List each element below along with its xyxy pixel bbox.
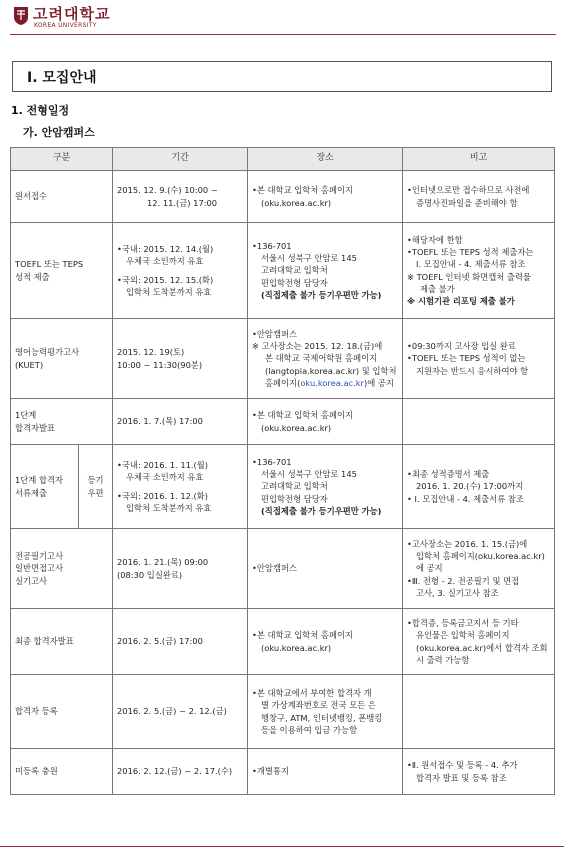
row-category: 1단계 합격자발표 — [11, 399, 113, 445]
row-place: •본 대학교에서 부여한 합격자 개 별 가상계좌번호로 전국 모든 은 행창구, ATM, 인터넷뱅킹, 폰뱅킹 등을 이용하여 입금 가능함 — [248, 675, 403, 749]
row-period: •국내: 2016. 1. 11.(월) 우체국 소인까지 유효 •국외: 2016. 1. 12.(화) 입학처 도착분까지 유효 — [113, 445, 248, 529]
row-note: •Ⅱ. 원서접수 및 등록 - 4. 추가 합격자 발표 및 등록 참조 — [403, 749, 555, 795]
row-note: •합격증, 등록금고지서 등 기타 유인물은 입학처 홈페이지 (oku.korea.ac.kr)에서 합격자 조회 시 출력 가능함 — [403, 609, 555, 675]
row-category: TOEFL 또는 TEPS 성적 제출 — [11, 223, 113, 319]
section-title: Ⅰ. 모집안내 — [27, 70, 97, 86]
heading-campus: 가. 안암캠퍼스 — [23, 126, 95, 139]
row-category: 1단계 합격자 서류제출 — [11, 445, 79, 529]
heading-schedule: 1. 전형일정 — [11, 104, 70, 117]
row-category: 영어능력평가고사 (KUET) — [11, 319, 113, 399]
row-place: •본 대학교 입학처 홈페이지 (oku.korea.ac.kr) — [248, 171, 403, 223]
table-row — [11, 445, 555, 529]
footer-divider — [0, 846, 564, 847]
header-note: 비고 — [403, 148, 555, 171]
row-note — [403, 399, 555, 445]
row-place: •안암캠퍼스 — [248, 529, 403, 609]
row-category: 최종 합격자발표 — [11, 609, 113, 675]
table-row — [11, 171, 555, 223]
section-title-box — [12, 61, 552, 92]
row-period: 2015. 12. 9.(수) 10:00 ~ 12. 11.(금) 17:00 — [113, 171, 248, 223]
row-place: •136-701 서울시 성북구 안암로 145 고려대학교 입학처 편입학전형 담당자 (직접제출 불가 등기우편만 가능) — [248, 223, 403, 319]
row-category: 원서접수 — [11, 171, 113, 223]
row-note: •최종 성적증명서 제출 2016. 1. 20.(수) 17:00까지 • Ⅰ. 모집안내 - 4. 제출서류 참조 — [403, 445, 555, 529]
row-place: •본 대학교 입학처 홈페이지 (oku.korea.ac.kr) — [248, 399, 403, 445]
header-category: 구분 — [11, 148, 113, 171]
table-row — [11, 223, 555, 319]
table-row — [11, 399, 555, 445]
logo-english-text: KOREA UNIVERSITY — [34, 22, 97, 29]
row-period: 2016. 2. 5.(금) ~ 2. 12.(금) — [113, 675, 248, 749]
row-period: 2016. 1. 21.(목) 09:00 (08:30 입실완료) — [113, 529, 248, 609]
row-note: •인터넷으로만 접수하므로 사전에 증명사진파일을 준비해야 함 — [403, 171, 555, 223]
row-period: 2016. 2. 12.(금) ~ 2. 17.(수) — [113, 749, 248, 795]
row-place: •개별통지 — [248, 749, 403, 795]
header-place: 장소 — [248, 148, 403, 171]
row-note: •고사장소는 2016. 1. 15.(금)에 입학처 홈페이지(oku.korea.ac.kr) 에 공지 •Ⅲ. 전형 - 2. 전공필기 및 면접 고사, 3. 실기고사 참조 — [403, 529, 555, 609]
table-row — [11, 609, 555, 675]
row-note — [403, 675, 555, 749]
table-header-row — [11, 148, 555, 171]
row-place: •본 대학교 입학처 홈페이지 (oku.korea.ac.kr) — [248, 609, 403, 675]
table-row — [11, 319, 555, 399]
homepage-link[interactable]: oku.korea.ac.kr — [300, 377, 364, 388]
row-category: 합격자 등록 — [11, 675, 113, 749]
row-subcategory: 등기 우편 — [79, 445, 113, 529]
row-period: 2016. 1. 7.(목) 17:00 — [113, 399, 248, 445]
schedule-table — [10, 147, 555, 795]
university-emblem-icon — [12, 6, 30, 26]
header-period: 기간 — [113, 148, 248, 171]
table-row — [11, 529, 555, 609]
row-period: 2016. 2. 5.(금) 17:00 — [113, 609, 248, 675]
page-header — [0, 0, 564, 38]
logo-korean-text: 고려대학교 — [33, 5, 111, 23]
row-note: •해당자에 한함 •TOEFL 또는 TEPS 성적 제출자는 Ⅰ. 모집안내 - 4. 제출서류 참조 ※ TOEFL 인터넷 화면캡처 출력물 제출 불가 ※ 시험기관 리포팅 제출 불가 — [403, 223, 555, 319]
row-category: 전공필기고사 일반면접고사 실기고사 — [11, 529, 113, 609]
table-row — [11, 749, 555, 795]
row-category: 미등록 충원 — [11, 749, 113, 795]
row-place: •136-701 서울시 성북구 안암로 145 고려대학교 입학처 편입학전형 담당자 (직접제출 불가 등기우편만 가능) — [248, 445, 403, 529]
row-period: •국내: 2015. 12. 14.(월) 우체국 소인까지 유효 •국외: 2015. 12. 15.(화) 입학처 도착분까지 유효 — [113, 223, 248, 319]
table-row — [11, 675, 555, 749]
header-divider — [10, 34, 556, 35]
row-period: 2015. 12. 19(토) 10:00 ~ 11:30(90분) — [113, 319, 248, 399]
row-note: •09:30까지 고사장 입실 완료 •TOEFL 또는 TEPS 성적이 없는 지원자는 반드시 응시하여야 함 — [403, 319, 555, 399]
row-place: •안암캠퍼스 ※ 고사장소는 2015. 12. 18.(금)에 본 대학교 국제어학원 홈페이지 (langtopia.korea.ac.kr) 및 입학처 홈페이지(oku.korea.ac.kr)에 공지 — [248, 319, 403, 399]
